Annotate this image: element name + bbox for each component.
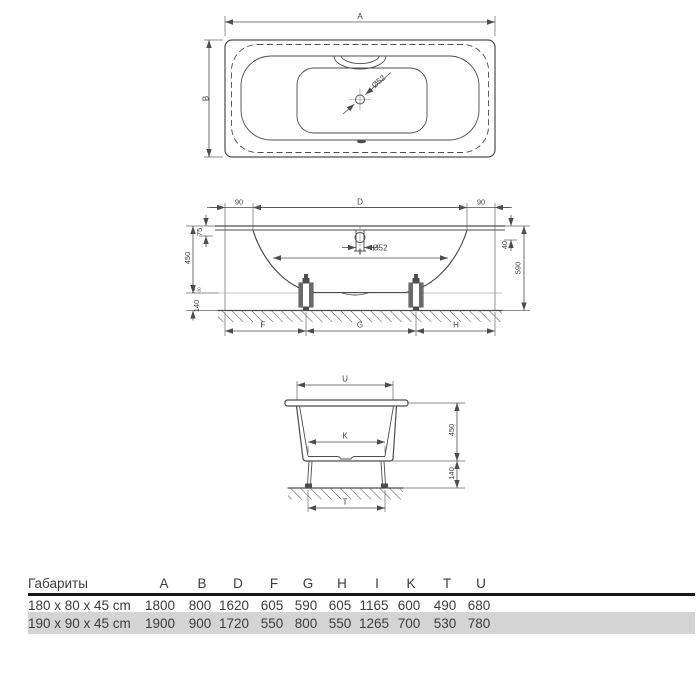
- dim-label-b: B: [201, 95, 211, 102]
- row1-size: 180 x 80 x 45 cm: [28, 598, 131, 613]
- col-header-d: D: [233, 576, 243, 591]
- col-header-f: F: [269, 576, 279, 591]
- foot-bracket-left: [299, 274, 313, 311]
- foot-bracket-right: [409, 274, 423, 311]
- dim-label-i: I: [358, 247, 362, 257]
- dim-label-f: F: [260, 320, 266, 330]
- end-view: [285, 375, 465, 513]
- drain-diameter-label: Ø52: [370, 73, 388, 90]
- row1-t: 490: [433, 598, 457, 613]
- row2-f: 550: [260, 616, 284, 631]
- rim-cross-section: [285, 400, 408, 406]
- row1-k: 600: [397, 598, 421, 613]
- row1-a: 1800: [144, 598, 176, 613]
- col-header-u: U: [476, 576, 486, 591]
- row2-g: 800: [294, 616, 318, 631]
- drain-diameter-label-side: Ø52: [372, 243, 388, 253]
- row2-h: 550: [328, 616, 352, 631]
- dim-label-450-end: 450: [447, 423, 456, 437]
- dim-140-tol-plus: +10: [191, 286, 196, 294]
- dim-label-450-side: 450: [183, 251, 192, 265]
- leg-right: [381, 461, 388, 488]
- bottom-marker: [357, 140, 366, 144]
- dim-label-h: H: [453, 320, 459, 330]
- dim-label-90-left: 90: [234, 197, 244, 207]
- col-header-h: H: [337, 576, 347, 591]
- dim-label-75: 75: [195, 227, 204, 237]
- dim-label-a: A: [357, 12, 363, 21]
- dim-label-u: U: [342, 374, 348, 384]
- dim-label-40: 40: [500, 240, 509, 250]
- row2-size: 190 x 90 x 45 cm: [28, 616, 131, 631]
- row1-u: 680: [467, 598, 491, 613]
- col-header-i: I: [375, 576, 379, 591]
- row2-a: 1900: [144, 616, 176, 631]
- row1-d: 1620: [218, 598, 250, 613]
- dim-140-tol-minus: -30: [196, 287, 202, 294]
- row1-g: 590: [294, 598, 318, 613]
- dim-label-k: K: [342, 431, 348, 441]
- row2-d: 1720: [218, 616, 250, 631]
- dim-label-140-side: 140: [192, 299, 201, 313]
- col-header-a: A: [159, 576, 169, 591]
- row2-t: 530: [433, 616, 457, 631]
- dim-label-140-end: 140: [447, 467, 456, 480]
- dim-140-tolerance-group: [191, 285, 202, 312]
- col-header-g: G: [302, 576, 314, 591]
- side-view: [183, 198, 530, 337]
- row1-h: 605: [328, 598, 352, 613]
- row2-u: 780: [467, 616, 491, 631]
- table-header-label: Габариты: [28, 576, 88, 591]
- table-header-rule: [28, 593, 695, 596]
- col-header-b: B: [197, 576, 207, 591]
- row1-f: 605: [260, 598, 284, 613]
- tub-floor-outline: [297, 68, 427, 133]
- col-header-k: K: [406, 576, 416, 591]
- row1-b: 800: [188, 598, 212, 613]
- dim-label-t: T: [342, 497, 348, 507]
- top-view: [202, 12, 496, 157]
- leg-left: [305, 461, 312, 488]
- row2-i: 1265: [358, 616, 390, 631]
- row2-b: 900: [188, 616, 212, 631]
- dim-label-g: G: [356, 320, 364, 330]
- col-header-t: T: [442, 576, 452, 591]
- row2-k: 700: [397, 616, 421, 631]
- dim-label-590: 590: [513, 261, 523, 275]
- dim-label-90-right: 90: [476, 197, 486, 207]
- row1-i: 1165: [359, 598, 389, 613]
- dim-label-d: D: [357, 197, 363, 207]
- dimension-table: [0, 570, 700, 650]
- overflow-arc-inner: [341, 56, 380, 64]
